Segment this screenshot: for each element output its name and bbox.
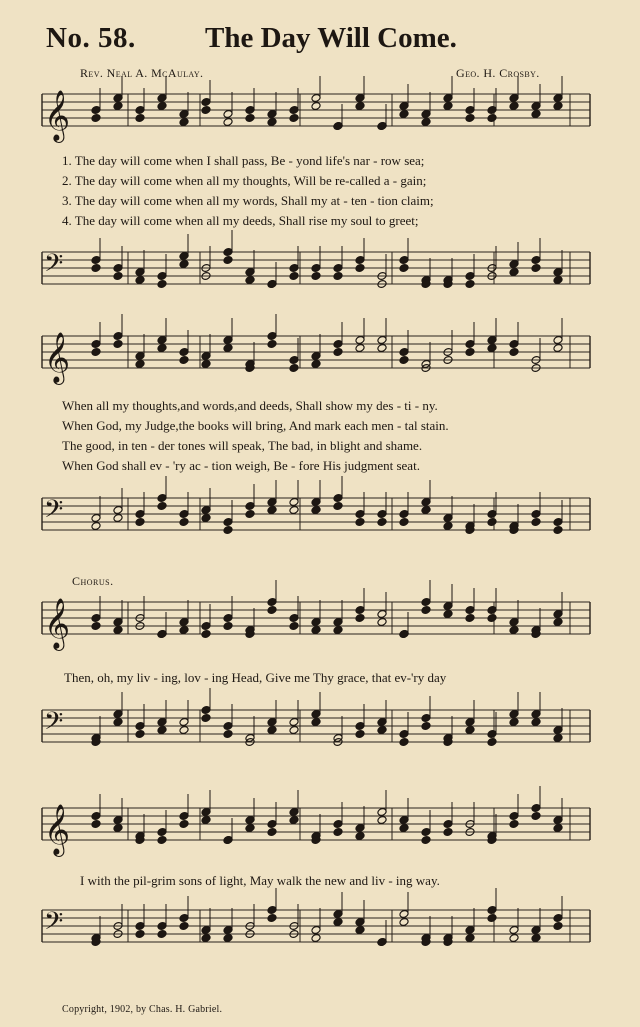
svg-text:𝄞: 𝄞 — [44, 804, 71, 855]
chorus-line-1: Then, oh, my liv - ing, lov - ing Head, Give me Thy grace, that ev-'ry day — [64, 670, 447, 685]
system-3-treble-staff — [0, 598, 640, 649]
svg-text:𝄢: 𝄢 — [44, 495, 64, 530]
chorus-line-2: I with the pil-grim sons of light, May walk the new and liv - ing way. — [80, 873, 440, 888]
copyright-footer: Copyright, 1902, by Chas. H. Gabriel. — [62, 1004, 223, 1015]
verse-4-line-2: When God shall ev - 'ry ac - tion weigh, Be - fore His judgment seat. — [62, 458, 420, 473]
system-1-treble-staff — [0, 90, 640, 141]
composer-credit: Geo. H. Crosby. — [456, 66, 540, 80]
svg-text:𝄢: 𝄢 — [44, 249, 64, 284]
verse-1-line-1: 1. The day will come when I shall pass, Be - yond life's nar - row sea; — [62, 153, 425, 168]
verse-2-line-2: When God, my Judge,the books will bring, And mark each men - tal stain. — [62, 418, 449, 433]
system-4-treble-staff — [0, 804, 640, 855]
system-4-bass-staff — [0, 908, 640, 952]
svg-text:𝄞: 𝄞 — [44, 598, 71, 649]
verse-3-line-1: 3. The day will come when all my words, Shall my at - ten - tion claim; — [62, 193, 434, 208]
system-2-bass-staff — [0, 496, 640, 540]
lyricist-credit: Rev. Neal A. McAulay. — [80, 66, 204, 80]
verse-2-line-1: 2. The day will come when all my thoughts, Will be re-called a - gain; — [62, 173, 427, 188]
svg-text:𝄢: 𝄢 — [44, 707, 64, 742]
verse-3-line-2: The good, in ten - der tones will speak, The bad, in blight and shame. — [62, 438, 423, 453]
chorus-label: Chorus. — [72, 574, 114, 588]
svg-text:𝄞: 𝄞 — [44, 332, 71, 383]
svg-text:𝄞: 𝄞 — [44, 90, 71, 141]
hymn-number: No. 58. — [46, 22, 136, 54]
hymn-title: The Day Will Come. — [205, 22, 457, 54]
svg-text:𝄢: 𝄢 — [44, 907, 64, 942]
verse-1-line-2: When all my thoughts,and words,and deeds, Shall show my des - ti - ny. — [62, 398, 438, 413]
system-3-bass-staff — [0, 708, 640, 752]
system-1-bass-staff — [0, 250, 640, 294]
verse-4-line-1: 4. The day will come when all my deeds, Shall rise my soul to greet; — [62, 213, 419, 228]
system-2-treble-staff — [0, 332, 640, 383]
